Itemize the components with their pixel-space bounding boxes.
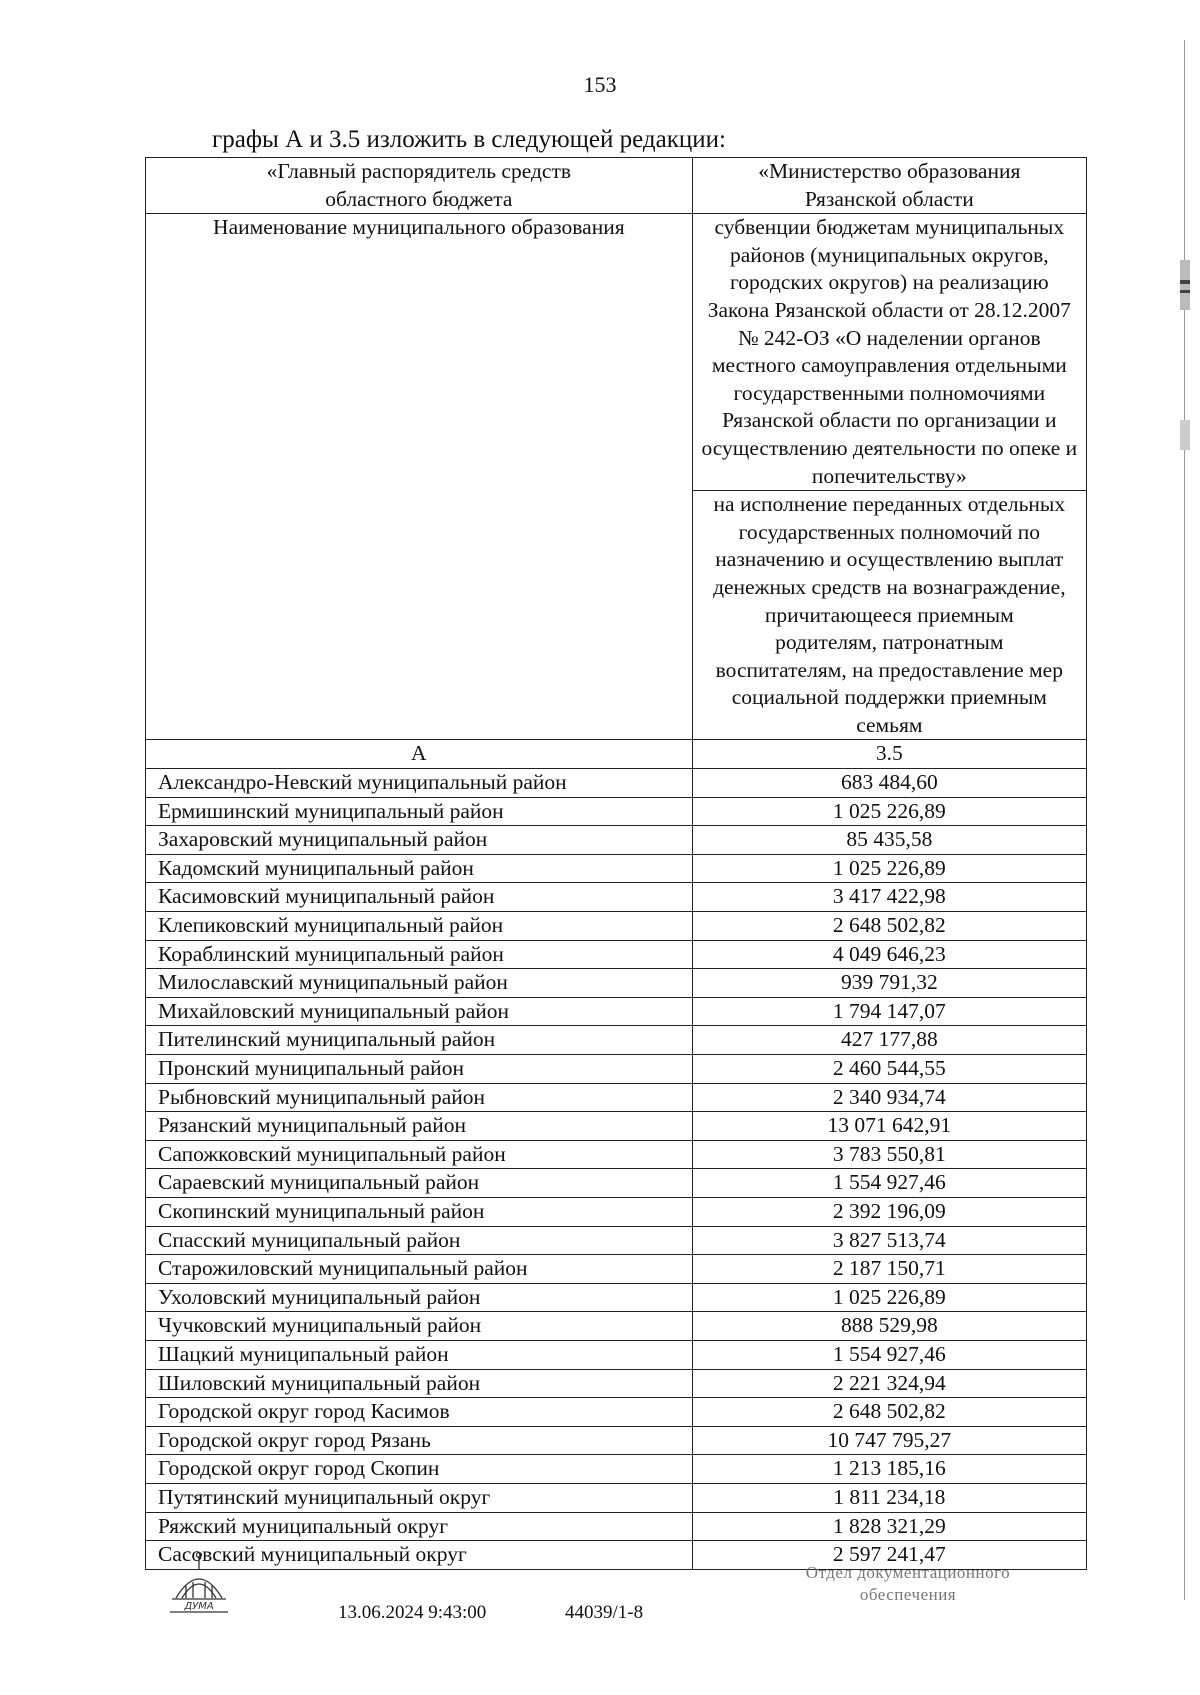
page-number: 153: [583, 72, 617, 97]
subvention-amount: 1 828 321,29: [692, 1512, 1086, 1541]
municipality-label: Наименование муниципального образования: [146, 214, 693, 740]
subvention-amount: 13 071 642,91: [692, 1112, 1086, 1141]
subvention-amount: 85 435,58: [692, 826, 1086, 855]
municipality-name: Городской округ город Касимов: [146, 1398, 693, 1427]
municipality-name: Кадомский муниципальный район: [146, 854, 693, 883]
table-row: [146, 940, 1087, 969]
table-row: [146, 1112, 1087, 1141]
header-row-chief-admin: [146, 158, 1087, 214]
table-row: [146, 1255, 1087, 1284]
subvention-amount: 2 460 544,55: [692, 1055, 1086, 1084]
municipality-name: Милославский муниципальный район: [146, 969, 693, 998]
municipality-name: Чучковский муниципальный район: [146, 1312, 693, 1341]
municipality-name: Городской округ город Скопин: [146, 1455, 693, 1484]
municipality-name: Городской округ город Рязань: [146, 1426, 693, 1455]
table-row: [146, 1455, 1087, 1484]
municipality-name: Ухоловский муниципальный район: [146, 1283, 693, 1312]
footer-timestamp: 13.06.2024 9:43:00: [338, 1602, 487, 1623]
subvention-amount: 1 554 927,46: [692, 1169, 1086, 1198]
municipality-name: Сараевский муниципальный район: [146, 1169, 693, 1198]
chief-admin-value: «Министерство образования Рязанской области: [692, 158, 1086, 214]
column-index-row: [146, 740, 1087, 769]
subvention-amount: 3 827 513,74: [692, 1226, 1086, 1255]
scan-edge-marks: [1176, 40, 1194, 1600]
subvention-amount: 1 794 147,07: [692, 997, 1086, 1026]
municipality-name: Пронский муниципальный район: [146, 1055, 693, 1084]
subvention-amount: 2 648 502,82: [692, 912, 1086, 941]
municipality-name: Касимовский муниципальный район: [146, 883, 693, 912]
duma-emblem-icon: [164, 1548, 234, 1618]
table-row: [146, 1197, 1087, 1226]
table-row: [146, 1226, 1087, 1255]
table-row: [146, 797, 1087, 826]
municipality-name: Александро-Невский муниципальный район: [146, 769, 693, 798]
subvention-amount: 1 025 226,89: [692, 854, 1086, 883]
department-stamp: [758, 1562, 1058, 1606]
subvention-amount: 2 597 241,47: [692, 1541, 1086, 1570]
column-index-b: 3.5: [692, 740, 1086, 769]
table-row: [146, 1369, 1087, 1398]
table-row: [146, 997, 1087, 1026]
table-row: [146, 969, 1087, 998]
subvention-amount: 3 417 422,98: [692, 883, 1086, 912]
municipality-name: Сасовский муниципальный округ: [146, 1541, 693, 1570]
subvention-amount: 1 213 185,16: [692, 1455, 1086, 1484]
subvention-amount: 2 221 324,94: [692, 1369, 1086, 1398]
municipality-name: Путятинский муниципальный округ: [146, 1483, 693, 1512]
municipality-name: Пителинский муниципальный район: [146, 1026, 693, 1055]
municipality-name: Клепиковский муниципальный район: [146, 912, 693, 941]
subvention-table: [145, 157, 1087, 1570]
table-row: [146, 1312, 1087, 1341]
municipality-name: Сапожковский муниципальный район: [146, 1140, 693, 1169]
subvention-text: субвенции бюджетам муниципальных районов (муниципальных округов, городских округов) на реализацию Закона Рязанской области от 28.12.2007 № 242-ОЗ «О наделении органов местного самоуправления отдельными государственными полномочиями Рязанской области по организации и осуществлению деятельности по опеке и попечительству»: [692, 214, 1086, 491]
table-row: [146, 1483, 1087, 1512]
table-row: [146, 854, 1087, 883]
table-row: [146, 1169, 1087, 1198]
subvention-amount: 888 529,98: [692, 1312, 1086, 1341]
table-row: [146, 1340, 1087, 1369]
subvention-amount: 1 554 927,46: [692, 1340, 1086, 1369]
stamp-line-1: Отдел документационного: [805, 1563, 1011, 1582]
table-row: [146, 883, 1087, 912]
table-row: [146, 1283, 1087, 1312]
chief-admin-label: «Главный распорядитель средств областного бюджета: [146, 158, 693, 214]
footer-doc-number: 44039/1-8: [565, 1602, 644, 1623]
municipality-name: Шиловский муниципальный район: [146, 1369, 693, 1398]
subvention-amount: 2 340 934,74: [692, 1083, 1086, 1112]
table-row: [146, 912, 1087, 941]
header-row-subvention: [146, 214, 1087, 491]
subvention-amount: 10 747 795,27: [692, 1426, 1086, 1455]
municipality-name: Ермишинский муниципальный район: [146, 797, 693, 826]
municipality-name: Рязанский муниципальный район: [146, 1112, 693, 1141]
municipality-name: Кораблинский муниципальный район: [146, 940, 693, 969]
table-row: [146, 1140, 1087, 1169]
subvention-amount: 2 187 150,71: [692, 1255, 1086, 1284]
table-row: [146, 1398, 1087, 1427]
subvention-amount: 427 177,88: [692, 1026, 1086, 1055]
table-row: [146, 1083, 1087, 1112]
logo-text: ДУМА: [184, 1601, 214, 1612]
subvention-amount: 939 791,32: [692, 969, 1086, 998]
municipality-name: Михайловский муниципальный район: [146, 997, 693, 1026]
municipality-name: Захаровский муниципальный район: [146, 826, 693, 855]
subvention-amount: 2 392 196,09: [692, 1197, 1086, 1226]
municipality-name: Старожиловский муниципальный район: [146, 1255, 693, 1284]
table-row: [146, 826, 1087, 855]
subvention-amount: 4 049 646,23: [692, 940, 1086, 969]
subvention-amount: 683 484,60: [692, 769, 1086, 798]
municipality-name: Шацкий муниципальный район: [146, 1340, 693, 1369]
purpose-text: на исполнение переданных отдельных государственных полномочий по назначению и осуществлению выплат денежных средств на вознаграждение, причитающееся приемным родителям, патронатным воспитателям, на предоставление мер социальной поддержки приемным семьям: [692, 491, 1086, 740]
table-row: [146, 1026, 1087, 1055]
municipality-name: Спасский муниципальный район: [146, 1226, 693, 1255]
municipality-name: Рыбновский муниципальный район: [146, 1083, 693, 1112]
intro-text: графы А и 3.5 изложить в следующей редакции:: [212, 126, 726, 153]
stamp-line-2: обеспечения: [859, 1585, 957, 1604]
municipality-name: Скопинский муниципальный район: [146, 1197, 693, 1226]
subvention-amount: 1 025 226,89: [692, 797, 1086, 826]
subvention-amount: 1 025 226,89: [692, 1283, 1086, 1312]
table-row: [146, 1426, 1087, 1455]
table-row: [146, 1055, 1087, 1084]
municipality-name: Ряжский муниципальный округ: [146, 1512, 693, 1541]
subvention-amount: 1 811 234,18: [692, 1483, 1086, 1512]
subvention-amount: 3 783 550,81: [692, 1140, 1086, 1169]
subvention-amount: 2 648 502,82: [692, 1398, 1086, 1427]
table-row: [146, 769, 1087, 798]
table-row: [146, 1512, 1087, 1541]
column-index-a: А: [146, 740, 693, 769]
